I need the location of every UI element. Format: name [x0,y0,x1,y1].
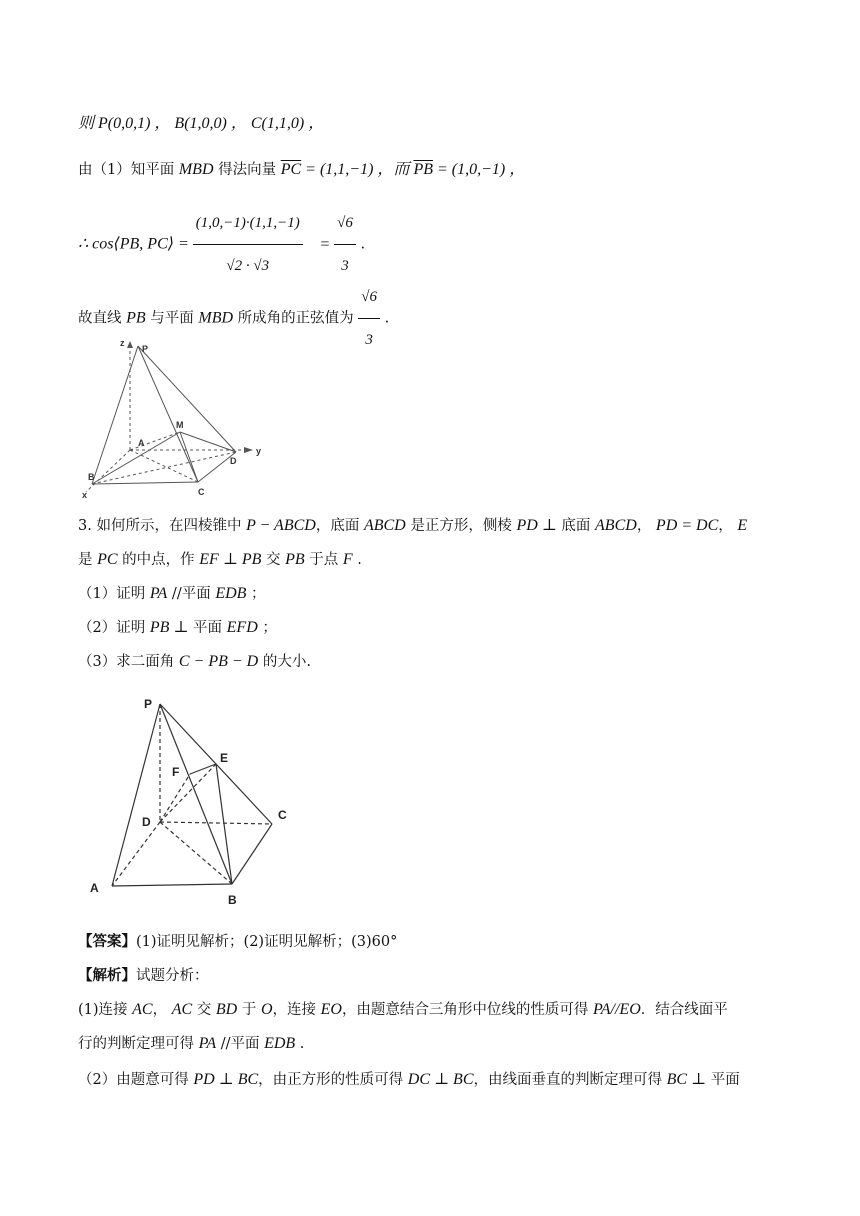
math: EDB [215,585,247,602]
math: O [260,1001,273,1018]
label-e: E [220,751,229,765]
text: 底面 [556,518,596,534]
denominator: √2 · √3 [226,258,270,274]
math: F [342,551,353,568]
text: 的大小. [258,654,311,670]
text: 于 [237,1002,261,1018]
problem-3-line-2 [78,550,362,570]
label-c: C [278,808,287,822]
label-d: D [230,456,237,466]
label-c: C [198,487,205,497]
text: 由（1）知平面 [78,162,179,178]
math: PA [198,1035,217,1052]
problem-3-line-1 [78,516,747,536]
text: （2）由题意可得 [78,1072,194,1088]
fraction-2 [334,202,356,287]
text: 得法向量 [213,162,281,178]
numerator: (1,0,−1)·(1,1,−1) [193,202,303,245]
math: BD [215,1001,238,1018]
sub-question-2 [78,618,277,638]
math: ABCD [363,517,406,534]
sub-question-3 [78,652,311,672]
answer-line [78,932,397,952]
label-b: B [228,893,237,907]
text: 于点 [304,552,343,568]
text: ； [257,620,277,636]
figure-1-pyramid [78,332,278,502]
vector-pc: $\overline{PC}$ [280,161,302,178]
text: 3. 如何所示，在四棱锥中 [78,518,247,534]
label-f: F [172,765,180,779]
math: EO [320,1001,342,1018]
vector-pb: $\overline{PB}$ [413,161,433,178]
text: 交 [192,1002,216,1018]
math: EF ⊥ PB [199,551,262,568]
text: 的中点，作 [117,552,200,568]
text: （1）证明 [78,586,150,602]
math: EFD [226,619,258,636]
text: 平面 [706,1072,740,1088]
cos-expr: ∴ cos⟨PB, PC⟩ = [78,235,193,253]
math: PB [126,309,146,327]
coords-line [78,114,324,134]
label-y: y [256,446,262,456]
text: ，由正方形的性质可得 [258,1072,408,1088]
text: ，底面 [315,518,364,534]
math: PA//EO [593,1001,641,1018]
text: . [360,236,366,253]
figure-2-pyramid [82,692,322,912]
text: . [295,1036,305,1052]
text: ， [636,518,656,534]
label-a: A [138,438,145,448]
math: = [319,235,335,253]
math: DC ⊥ BC [407,1071,474,1088]
text: 是 [78,552,98,568]
answer-heading: 【答案】 [78,933,136,950]
numerator: √6 [358,276,380,319]
denominator: 3 [365,332,373,348]
text: ，由题意结合三角形中位线的性质可得 [341,1002,594,1018]
math: ABCD [595,517,637,534]
math: PD = DC [655,517,719,534]
math: EDB [264,1035,296,1052]
text: ； [246,586,266,602]
math: C − PB − D [178,653,259,670]
math: PC [97,551,118,568]
text: (1)连接 [78,1002,133,1018]
coords-text: 则 P(0,0,1) ， B(1,0,0) ， C(1,1,0) ， [78,115,325,132]
analysis-heading-line [78,966,209,986]
math: = (1,1,−1) ，而 [301,161,414,178]
math: PB [285,551,305,568]
math: PD ⊥ BC [193,1071,259,1088]
text: 所成角的正弦值为 [233,310,359,327]
math: PB ⊥ [149,619,189,636]
label-p: P [144,697,153,711]
text: ，由线面垂直的判断定理可得 [473,1072,667,1088]
math: = (1,0,−1) ， [432,161,526,178]
text: ， [718,518,738,534]
label-z: z [120,338,125,348]
text: . [352,552,362,568]
label-b: B [88,472,95,482]
analysis-text: 试题分析： [136,968,209,984]
math: BC ⊥ [666,1071,707,1088]
sub-question-1 [78,584,266,604]
math: PD ⊥ [516,517,557,534]
math: P − ABCD [246,517,316,534]
cos-line [78,202,365,287]
fraction-3 [358,276,380,361]
text: 行的判断定理可得 [78,1036,199,1052]
math: PA [149,585,168,602]
fraction-1 [193,202,303,287]
text: 交 [261,552,286,568]
label-x: x [82,490,88,500]
math: MBD [178,161,214,178]
label-a: A [90,881,99,895]
analysis-p1-line-1 [78,1000,728,1020]
text: //平面 [167,586,216,602]
text: 故直线 [78,310,127,327]
label-d: D [142,815,151,829]
analysis-p1-line-2 [78,1034,304,1054]
answer-text: (1)证明见解析；(2)证明见解析；(3)60° [136,934,398,950]
text: 平面 [188,620,227,636]
math: E [737,517,748,534]
label-p: P [142,344,149,354]
numerator: √6 [334,202,356,245]
math: AC [171,1001,193,1018]
text: 是正方形，侧棱 [405,518,517,534]
text: ，连接 [272,1002,321,1018]
label-m: M [176,420,184,430]
text: （2）证明 [78,620,150,636]
math: AC [132,1001,153,1018]
text: （3）求二面角 [78,654,179,670]
analysis-p2-line-1 [78,1070,740,1090]
text: 与平面 [145,310,199,327]
analysis-heading: 【解析】 [78,967,136,984]
text: ， [152,1002,172,1018]
denominator: 3 [341,258,349,274]
text: . [379,310,390,327]
text: ．结合线面平 [640,1002,728,1018]
normal-vector-line [78,160,525,180]
math: MBD [198,309,234,327]
text: //平面 [216,1036,265,1052]
